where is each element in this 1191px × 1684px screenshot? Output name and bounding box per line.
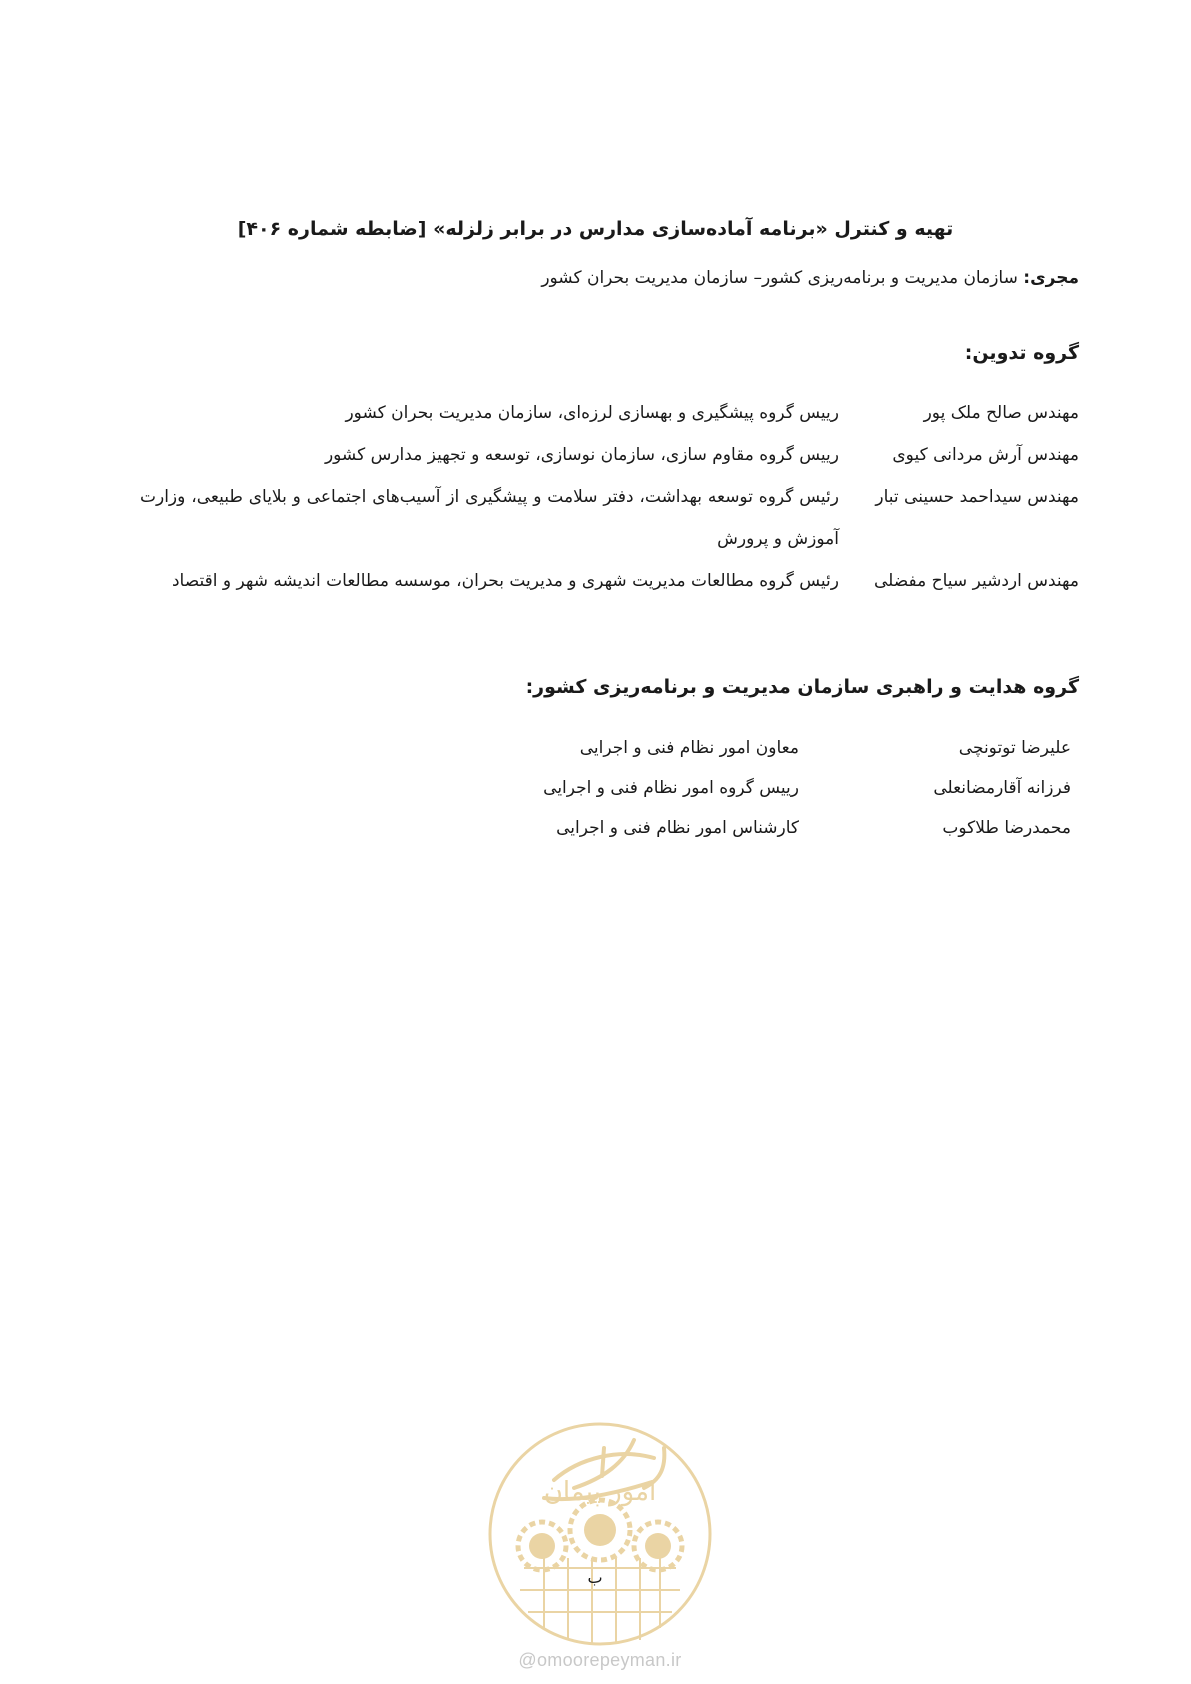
member-name: فرزانه آقارمضانعلی [933,778,1071,798]
guide-member-row [140,728,1079,768]
member-role: رییس گروه پیشگیری و بهسازی لرزه‌ای، سازمان مدیریت بحران کشور [345,403,839,423]
guide-member-row [140,768,1079,808]
guide-member-row [140,808,1079,848]
member-name: علیرضا توتونچی [958,738,1071,758]
compile-group-list [140,392,1079,602]
executor-value: سازمان مدیریت و برنامه‌ریزی کشور– سازمان مدیریت بحران کشور [541,268,1024,288]
member-role: معاون امور نظام فنی و اجرایی [579,738,799,758]
member-role: رئیس گروه مطالعات مدیریت شهری و مدیریت بحران، موسسه مطالعات اندیشه شهر و اقتصاد [171,571,839,591]
executor-label: مجری: [1023,268,1079,288]
member-role: رییس گروه مقاوم سازی، سازمان نوسازی، توسعه و تجهیز مدارس کشور [324,445,839,465]
compile-member-row [140,392,1079,434]
member-name: مهندس اردشیر سیاح مفضلی [874,571,1079,591]
member-role: رییس گروه امور نظام فنی و اجرایی [543,778,799,798]
watermark-text: امور پیمان [543,1477,657,1507]
compile-group-heading: گروه تدوین: [964,342,1079,364]
page-number: ب [587,1568,603,1587]
guide-group-heading: گروه هدایت و راهبری سازمان مدیریت و برنامه‌ریزی کشور: [525,676,1079,698]
member-name: مهندس آرش مردانی کیوی [892,445,1079,465]
member-role: کارشناس امور نظام فنی و اجرایی [556,818,799,838]
member-role: رئیس گروه توسعه بهداشت، دفتر سلامت و پیشگیری از آسیب‌های اجتماعی و بلایای طبیعی، وزارت آموزش و پرورش [140,487,839,549]
compile-member-row [140,476,1079,560]
compile-member-row [140,434,1079,476]
document-title: تهیه و کنترل «برنامه آماده‌سازی مدارس در برابر زلزله» [ضابطه شماره ۴۰۶] [237,218,954,240]
member-name: محمدرضا طلاکوب [942,818,1071,838]
member-name: مهندس سیداحمد حسینی تبار [875,487,1079,507]
executor-line [150,268,1079,288]
compile-member-row [140,560,1079,602]
website-watermark: @omoorepeyman.ir [518,1650,682,1670]
guide-group-list [140,728,1079,848]
watermark-logo-icon [484,1418,716,1650]
member-name: مهندس صالح ملک پور [923,403,1079,423]
